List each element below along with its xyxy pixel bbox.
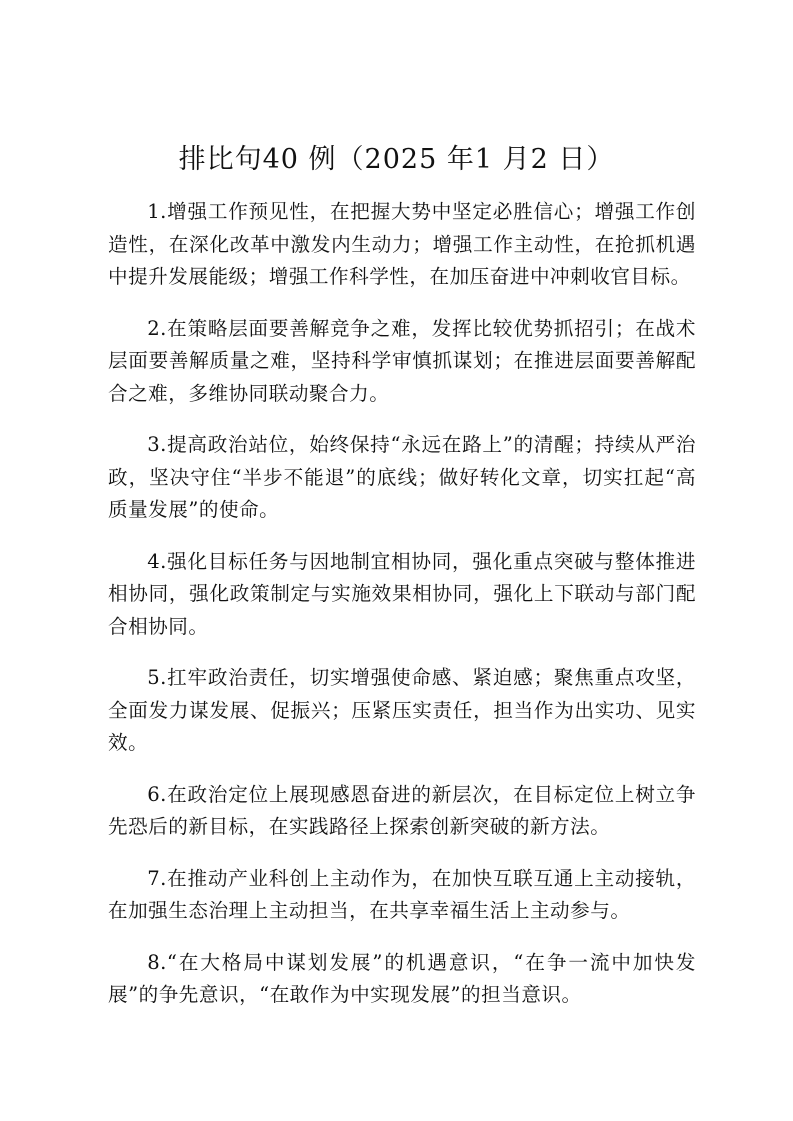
document-title: 排比句40 例（2025 年1 月2 日） [178,144,615,175]
paragraph-2: 2.在策略层面要善解竞争之难，发挥比较优势抓招引；在战术层面要善解质量之难，坚持科学审慎抓谋划；在推进层面要善解配合之难，多维协同联动聚合力。 [108,316,696,405]
paragraph-3: 3.提高政治站位，始终保持“永远在路上”的清醒；持续从严治政，坚决守住“半步不能退”的底线；做好转化文章，切实扛起“高质量发展”的使命。 [108,433,696,521]
paragraph-1: 1.增强工作预见性，在把握大势中坚定必胜信心；增强工作创造性，在深化改革中激发内生动力；增强工作主动性，在抢抓机遇中提升发展能级；增强工作科学性，在加压奋进中冲刺收官目标。 [108,200,696,288]
document-body [108,196,696,1031]
paragraph-7: 7.在推动产业科创上主动作为，在加快互联互通上主动接轨，在加强生态治理上主动担当，在共享幸福生活上主动参与。 [108,866,696,922]
paragraph-5: 5.扛牢政治责任，切实增强使命感、紧迫感；聚焦重点攻坚，全面发力谋发展、促振兴；压紧压实责任，担当作为出实功、见实效。 [108,666,696,754]
paragraph-4: 4.强化目标任务与因地制宜相协同，强化重点突破与整体推进相协同，强化政策制定与实施效果相协同，强化上下联动与部门配合相协同。 [108,549,696,638]
paragraph-8: 8.“在大格局中谋划发展”的机遇意识，“在争一流中加快发展”的争先意识，“在敢作为中实现发展”的担当意识。 [108,950,696,1006]
paragraph-6: 6.在政治定位上展现感恩奋进的新层次，在目标定位上树立争先恐后的新目标，在实践路径上探索创新突破的新方法。 [108,782,696,838]
